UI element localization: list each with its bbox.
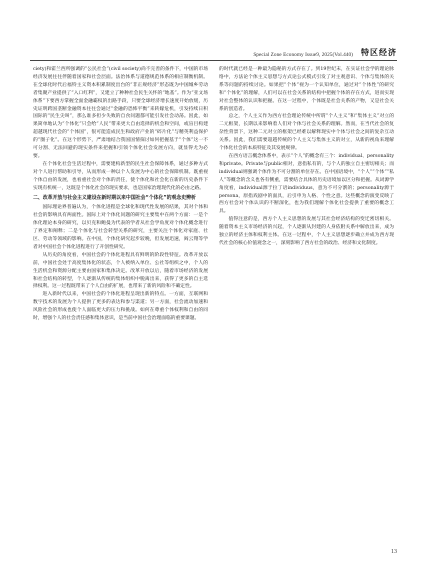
right-column: [219, 66, 394, 542]
paragraph: ciety)和霍兰西所强调的“公民社会”(civil society)尚不完善的条件下，中国的市场经济发展往往伴随着国家和社会层面。法治体系与道德规范体系的相应制衡机制。在全球化时代后福特主义资本积累制度出台的“非正规经济”形态既为中国城乡劳动者集聚产业提供了“入口红利”，又建立了种种社会民生关怀的“地基”。作为“亚文场体系”下要西方掌握全面金融霸权的出路手段，只要全球经济增长速度开始放缓，历史证明跨国垄断金融资本往往会通过“金融的恐怖平衡”来转嫁危机，引发持续日积国际的“民生尖叫”，那么谁多担少失败的自食问题都可能引发社会动荡。因此，如果简单地认为“个体化”只会给“人民”带来更大自由选择的机会和空间，或盲目构建超越现代社会的“个体国”，很可能造成民生和政府产业的“碎片化”与精英利益保护的“圈子化”。在这个形势下，严肃地结合我国国情探讨如何把握基于“个体”这一不可分割、无法回避的现实条件来把握和引领个体化社会发展方向，就显得尤为必要。: [33, 67, 208, 159]
journal-logo: 特区经济: [361, 47, 397, 57]
paragraph: 总之，个人主义作为西方社会理论传统中所谓“个人主义”和“集体主义”对立的二元框架，长期以来影响着人们对个体与社会关系的理解。然而，在当代社会的复杂性背景下，这种二元对立的框架已经难以解释现实中个体与社会之间的复杂互动关系。因此，我们需要超越传统的个人主义与集体主义的对立，从新的视角来理解个体化社会的本质特征及其发展规律。: [219, 114, 394, 152]
running-header: [30, 44, 397, 58]
paragraph: 值得注意的是，西方个人主义思想的发展与其社会经济结构的变迁密切相关。随着资本主义市场经济的兴起，个人逐渐从封建的人身依附关系中解放出来，成为独立的经济主体和权利主体。在这一过程中，个人主义思想逐步确立并成为西方现代社会的核心价值观念之一，深刻影响了西方社会的政治、经济和文化制度。: [219, 217, 394, 246]
paragraph: 进入新时代以来，中国社会的个体化进程呈现出新的特点。一方面，互联网和数字技术的发展为个人提供了更多的表达和参与渠道；另一方面，社会流动加速和风险社会的形成也使个人面临更大的压力和挑战。如何在尊重个体权利和自由的同时，增强个人的社会责任感和集体意识，是当前中国社会治理面临的重要课题。: [33, 292, 208, 322]
paragraph: 在个体化社会生活过程中，需要建构新型的民生社会保障体系，通过多种方式对个人进行帮助和引导，从而形成一种以个人发展为中心的社会保障机制。既重视个体自由的发展，也看重社会对个体的责任，使个体化和社会化在新的历史条件下实现有机统一，这既是个体化社会的现实要求，也是国家治理现代化的必由之路。: [33, 161, 208, 191]
left-column: [33, 66, 208, 542]
paragraph: 的时代就已经是一种最为隐秘的方式存在了。到19世纪末，在实证社会学的理论脉络中，方法论个体主义思想与方式论公式模式引发了对主观意识、个体与集体的关系等问题的持续讨论。如果把“个体”视为一个认知单位，通过对“个体性”的研究和“个体化”的理解，人们可以在社会关系的结构中把握个体的存在方式，进而实现对社会整体的认识和把握。在这一过程中，个体既是社会关系的产物，又是社会关系的创造者。: [219, 67, 394, 112]
header-rule: [30, 60, 397, 61]
paragraph: 国际理论界普遍认为，个体化进程是全球化和现代性发展的结果，其对个体和社会的影响具有两面性。国际上对个体化问题的研究主要集中在两个方面：一是个体化理论本身的研究，以贝克和鲍曼为代表的学者从社会学角度对个体化概念进行了界定和阐释；二是个体化与社会转型关系的研究，主要关注个体化对家庭、社区、劳动等领域的影响。在中国，个体化研究起步较晚，但发展迅速，阎云翔等学者对中国社会个体化进程进行了开创性研究。: [33, 205, 208, 250]
page-number: 13: [391, 549, 397, 555]
section-heading: 二、改革开放与社会主义建设在新时期以来中国社会“个体化”的观念史辨析: [33, 194, 196, 201]
journal-reference: Special Zone Economy Issue9, 2025(Vol.440): [253, 52, 353, 58]
paragraph: 在西方语言概念体系中，表示“个人”的概念有三个：individual、personality和private。Private与public相对，意指私有的，与个人的独立自主密切相关；而individual则强调个体作为不可分割的单位存在。在中国语境中，“个人”“个体”“私人”等概念的含义也各有侧重，需要结合具体的历史语境加以区分和把握。从词源学角度看，individual源于拉丁语individuus，意为不可分割的；personality源于persona，原指戏剧中的面具，后引申为人格、个性之意。这些概念的演变反映了西方社会对个体认识的不断深化，也为我们理解个体化社会提供了重要的概念工具。: [219, 153, 394, 215]
paragraph: 从历史的角度看，中国社会的个体化进程具有鲜明的阶段性特征。改革开放以前，中国社会处于高度集体化的状态，个人被纳入单位、公社等组织之中，个人的生活机会和资源分配主要由国家和集体决定。改革开放以后，随着市场经济的发展和社会结构的转型，个人逐渐从传统的集体组织中脱离出来，获得了更多的自主选择权利。这一过程既带来了个人自由的扩展，也带来了新的风险和不确定性。: [33, 252, 208, 290]
